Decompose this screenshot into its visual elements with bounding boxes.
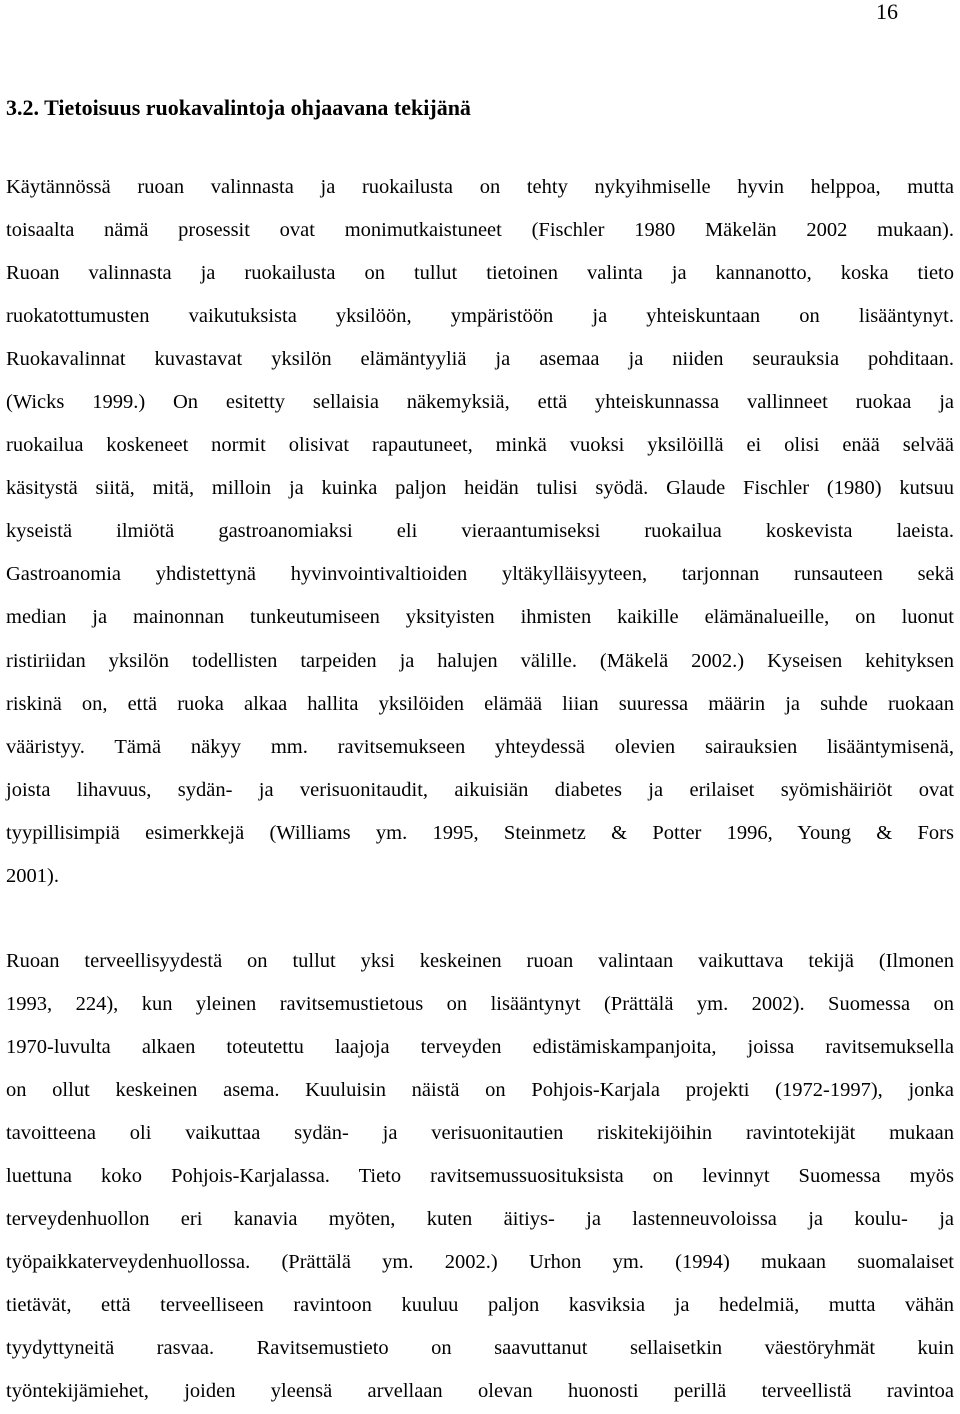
text-line: terveydenhuollon eri kanavia myöten, kuten äitiys- ja lastenneuvoloissa ja koulu- ja xyxy=(6,1208,954,1231)
section-heading: 3.2. Tietoisuus ruokavalintoja ohjaavana tekijänä xyxy=(6,95,471,120)
text-line: työpaikkaterveydenhuollossa. (Prättälä ym. 2002.) Urhon ym. (1994) mukaan suomalaiset xyxy=(6,1251,954,1274)
text-line: työntekijämiehet, joiden yleensä arvellaan olevan huonosti perillä terveellistä ravintoa xyxy=(6,1380,954,1403)
text-line: 2001). xyxy=(6,864,59,887)
text-line: (Wicks 1999.) On esitetty sellaisia näkemyksiä, että yhteiskunnassa vallinneet ruokaa ja xyxy=(6,391,954,414)
text-line: Ruokavalinnat kuvastavat yksilön elämäntyyliä ja asemaa ja niiden seurauksia pohditaan. xyxy=(6,348,954,371)
paragraph-1 xyxy=(6,166,954,898)
text-line: käsitystä siitä, mitä, milloin ja kuinka paljon heidän tulisi syödä. Glaude Fischler (1980) kutsuu xyxy=(6,477,954,500)
text-line: tyypillisimpiä esimerkkejä (Williams ym. 1995, Steinmetz & Potter 1996, Young & Fors xyxy=(6,821,954,844)
text-line: tietävät, että terveelliseen ravintoon kuuluu paljon kasviksia ja hedelmiä, mutta vähän xyxy=(6,1294,954,1317)
text-line: vääristyy. Tämä näkyy mm. ravitsemukseen yhteydessä olevien sairauksien lisääntymisenä, xyxy=(6,735,954,758)
text-line: 1993, 224), kun yleinen ravitsemustietous on lisääntynyt (Prättälä ym. 2002). Suomessa on xyxy=(6,993,954,1016)
paragraph-2 xyxy=(6,940,954,1414)
text-line: riskinä on, että ruoka alkaa hallita yksilöiden elämää liian suuressa määrin ja suhde ruokaan xyxy=(6,692,954,715)
text-line: ruokailua koskeneet normit olisivat rapautuneet, minkä vuoksi yksilöillä ei olisi enää selvää xyxy=(6,434,954,457)
text-line: median ja mainonnan tunkeutumiseen yksityisten ihmisten kaikille elämänalueille, on luonut xyxy=(6,606,954,629)
text-line: on ollut keskeinen asema. Kuuluisin näistä on Pohjois-Karjala projekti (1972-1997), jonka xyxy=(6,1079,954,1102)
text-line: tyydyttyneitä rasvaa. Ravitsemustieto on saavuttanut sellaisetkin väestöryhmät kuin xyxy=(6,1337,954,1360)
text-line: luettuna koko Pohjois-Karjalassa. Tieto ravitsemussuosituksista on levinnyt Suomessa myös xyxy=(6,1165,954,1188)
text-line: ruokatottumusten vaikutuksista yksilöön, ympäristöön ja yhteiskuntaan on lisääntynyt. xyxy=(6,305,954,328)
text-line: kyseistä ilmiötä gastroanomiaksi eli vieraantumiseksi ruokailua koskevista laeista. xyxy=(6,520,954,543)
text-line: ristiriidan yksilön todellisten tarpeiden ja halujen välille. (Mäkelä 2002.) Kyseisen kehityksen xyxy=(6,649,954,672)
text-line: tavoitteena oli vaikuttaa sydän- ja verisuonitautien riskitekijöihin ravintotekijät mukaan xyxy=(6,1122,954,1145)
text-line: joista lihavuus, sydän- ja verisuonitaudit, aikuisiän diabetes ja erilaiset syömishäiriöt ovat xyxy=(6,778,954,801)
text-line: Gastroanomia yhdistettynä hyvinvointivaltioiden yltäkylläisyyteen, tarjonnan runsauteen sekä xyxy=(6,563,954,586)
text-line: 1970-luvulta alkaen toteutettu laajoja terveyden edistämiskampanjoita, joissa ravitsemuksella xyxy=(6,1036,954,1059)
page-number: 16 xyxy=(876,0,898,24)
text-line: Ruoan terveellisyydestä on tullut yksi keskeinen ruoan valintaan vaikuttava tekijä (Ilmonen xyxy=(6,950,954,972)
text-line: Käytännössä ruoan valinnasta ja ruokailusta on tehty nykyihmiselle hyvin helppoa, mutta xyxy=(6,176,954,198)
text-line: Ruoan valinnasta ja ruokailusta on tullut tietoinen valinta ja kannanotto, koska tieto xyxy=(6,262,954,285)
text-line: toisaalta nämä prosessit ovat monimutkaistuneet (Fischler 1980 Mäkelän 2002 mukaan). xyxy=(6,219,954,242)
